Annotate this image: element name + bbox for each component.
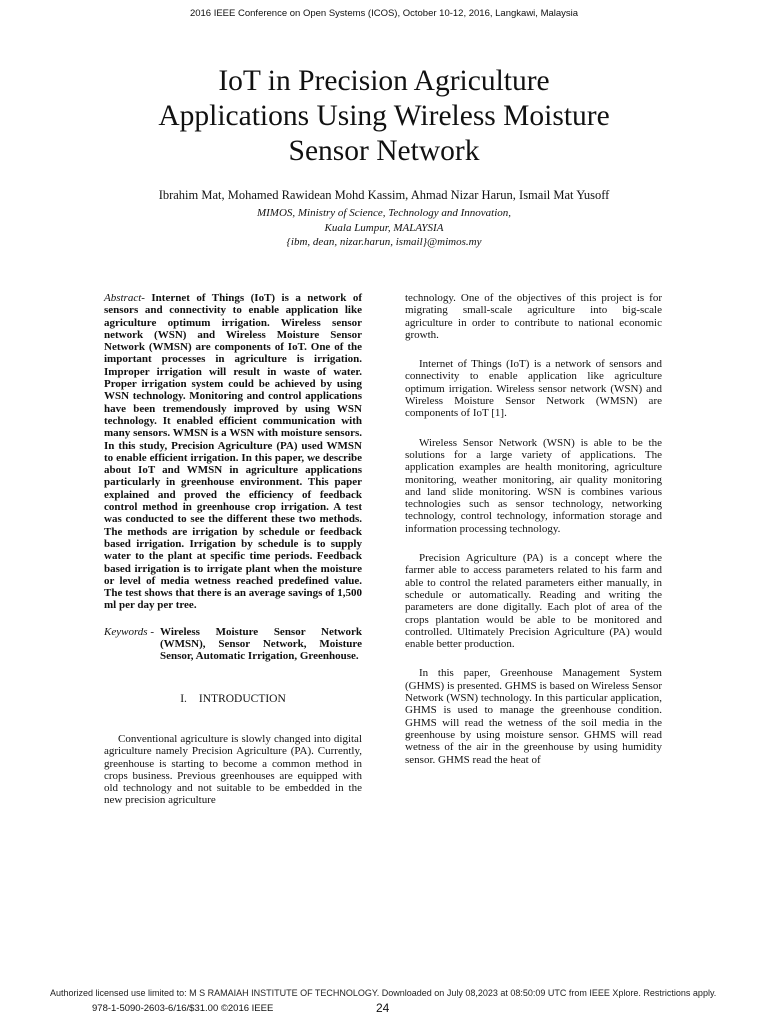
- body-paragraph: technology. One of the objectives of this project is for migrating small-scale agriculture into big-scale agriculture in order to contribute to national economic growth.: [405, 292, 662, 341]
- section-title: INTRODUCTION: [198, 692, 286, 705]
- body-paragraph: Precision Agriculture (PA) is a concept where the farmer able to access parameters related to his farm and able to control the related parameters either manually, in schedule or automatically. Reading and writing the parameters are done digitally. Each plot of area of the crops plantation would be able to be monitored and controlled. Ultimately Precision Agriculture (PA) would enable better production.: [405, 552, 662, 651]
- affiliation-emails: {ibm, dean, nizar.harun, ismail}@mimos.my: [286, 236, 482, 248]
- keywords-text: Wireless Moisture Sensor Network (WMSN), Sensor Network, Moisture Sensor, Automatic Irrigation, Greenhouse.: [160, 625, 362, 663]
- title-line: Applications Using Wireless Moisture: [158, 100, 610, 132]
- page-number: 24: [376, 1001, 390, 1015]
- abstract-text: Internet of Things (IoT) is a network of sensors and connectivity to enable application like agriculture optimum irrigation. Wireless sensor network (WSN) and Wireless Moisture Sensor Network (WMSN) are components of IoT. One of the important processes in agriculture is irrigation. Improper irrigation will result in waste of water. Proper irrigation system could be achieved by using WSN technology. Monitoring and control applications have been tremendously improved by using WSN technology. It enabled efficient communication with many sensors. WMSN is a WSN with moisture sensors. In this study, Precision Agriculture (PA) used WMSN to enable efficient irrigation. In this paper, we describe about IoT and WMSN in agriculture applications particularly in greenhouse environment. This paper explained and proved the efficiency of feedback control method in greenhouse crop irrigation. A test was conducted to see the different these two methods. The methods are irrigation by schedule or feedback based irrigation. Irrigation by schedule is to supply water to the plant at specific time periods. Feedback based irrigation is to irrigate plant when the moisture or level of media wetness reached predefined value. The test shows that there is an average savings of 1,500 ml per day per tree.: [104, 292, 362, 612]
- section-heading-introduction: [104, 693, 362, 705]
- title-line: Sensor Network: [288, 135, 480, 167]
- section-number: I.: [180, 692, 187, 705]
- affiliation-location: Kuala Lumpur, MALAYSIA: [324, 222, 444, 234]
- abstract-lead: Abstract-: [104, 292, 145, 304]
- conference-header: 2016 IEEE Conference on Open Systems (ICOS), October 10-12, 2016, Langkawi, Malaysia: [189, 8, 579, 19]
- affiliation-institution: MIMOS, Ministry of Science, Technology and Innovation,: [256, 207, 512, 219]
- license-notice: Authorized licensed use limited to: M S RAMAIAH INSTITUTE OF TECHNOLOGY. Downloaded on July 08,2023 at 08:50:09 UTC from IEEE Xplore. Restrictions apply.: [50, 988, 717, 998]
- isbn-copyright: 978-1-5090-2603-6/16/$31.00 ©2016 IEEE: [92, 1003, 274, 1014]
- right-column: [405, 292, 662, 766]
- intro-paragraph: Conventional agriculture is slowly changed into digital agriculture namely Precision Agriculture (PA). Currently, greenhouse is starting to become a common method in crops business. Previous greenhouses are equipped with old technology and not suitable to be embedded in the new precision agriculture: [104, 732, 362, 807]
- paper-title: [104, 64, 664, 169]
- abstract: [104, 292, 362, 612]
- title-line: IoT in Precision Agriculture: [218, 65, 550, 97]
- body-paragraph: Wireless Sensor Network (WSN) is able to be the solutions for a large variety of applications. The application examples are health monitoring, agriculture monitoring, weather monitoring, air quality monitoring and land slide monitoring. WSN is combines various technologies such as sensor technology, networking technology, control technology, information storage and information processing technology.: [405, 436, 662, 535]
- left-column: [104, 292, 362, 807]
- keywords-lead: Keywords -: [104, 625, 155, 638]
- keywords: [104, 626, 362, 663]
- author-list: Ibrahim Mat, Mohamed Rawidean Mohd Kassim, Ahmad Nizar Harun, Ismail Mat Yusoff: [158, 188, 610, 202]
- body-paragraph: Internet of Things (IoT) is a network of sensors and connectivity to enable application like agriculture optimum irrigation. Wireless sensor network (WSN) and Wireless Moisture Sensor Network (WMSN) are components of IoT [1].: [405, 358, 662, 420]
- body-paragraph: In this paper, Greenhouse Management System (GHMS) is presented. GHMS is based on Wireless Sensor Network (WSN) technology. In this particular application, GHMS is used to manage the greenhouse condition. GHMS will read the wetness of the soil media in the greenhouse by using moisture sensor. GHMS will read wetness of the air in the greenhouse by using humidity sensor. GHMS read the heat of: [405, 667, 662, 766]
